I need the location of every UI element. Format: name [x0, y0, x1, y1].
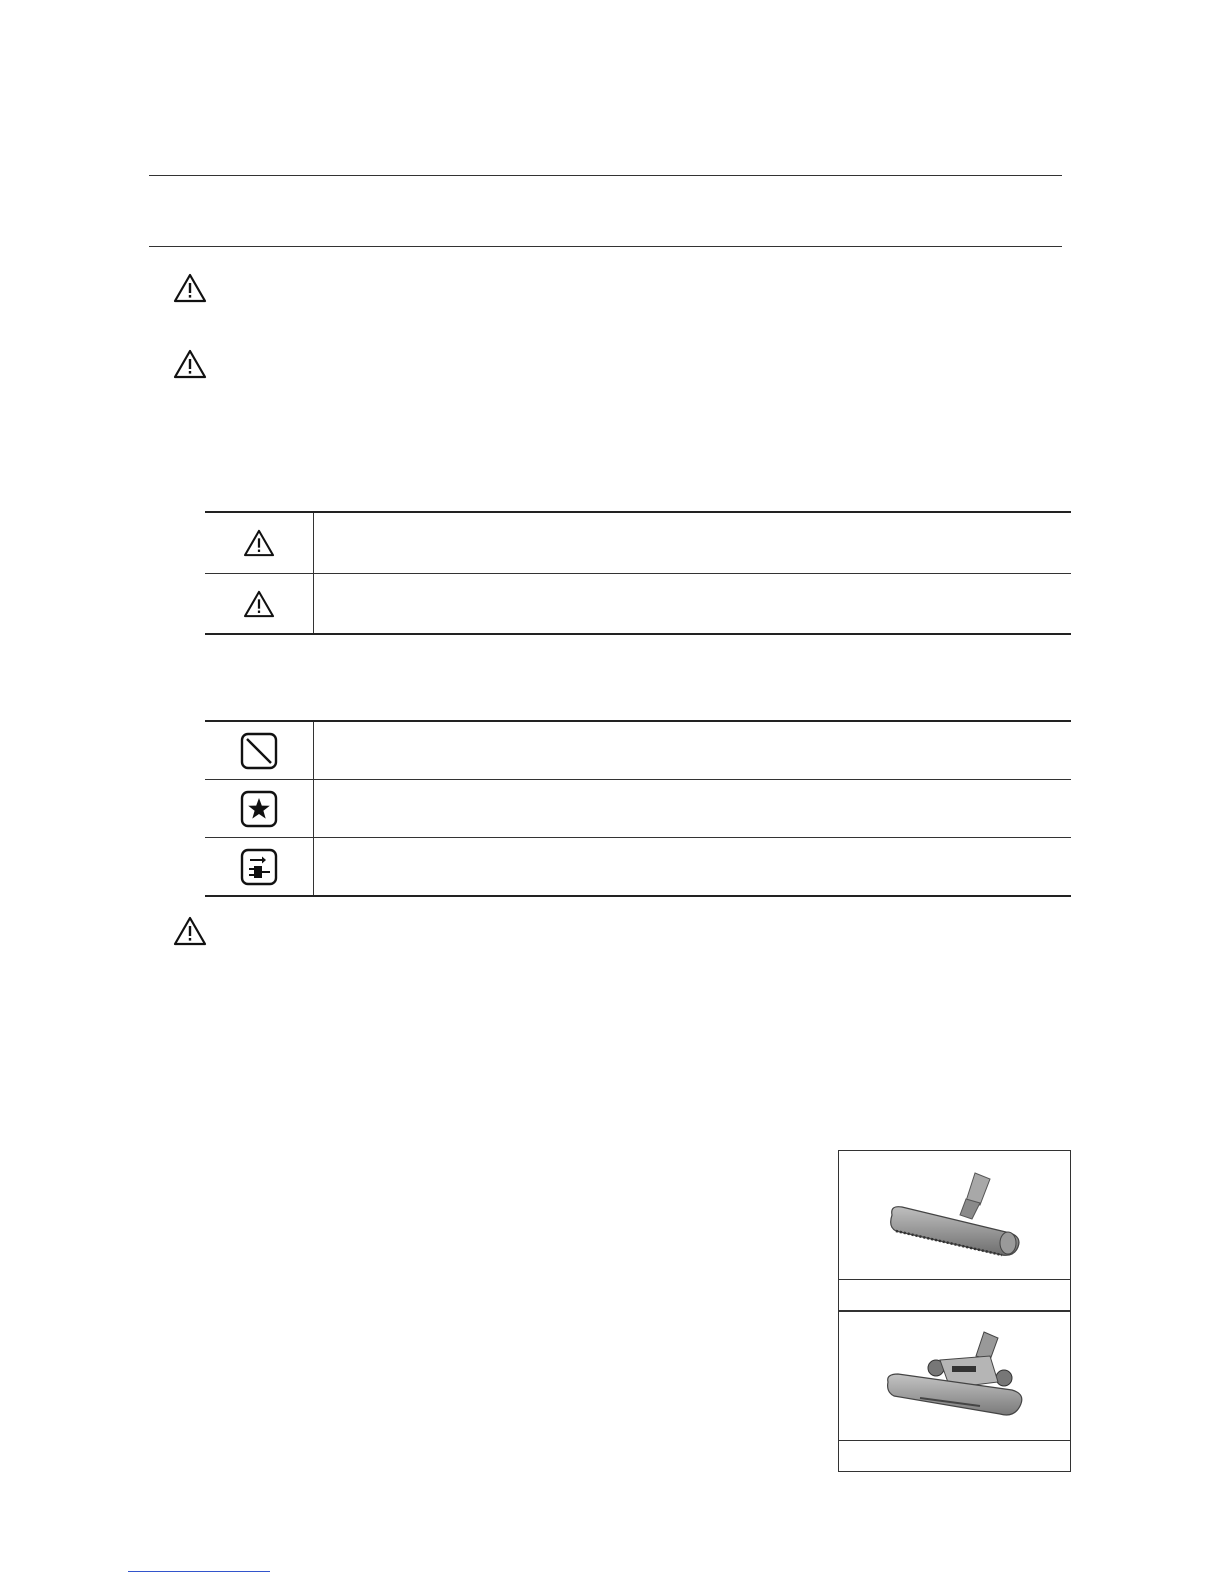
star-icon: [240, 790, 278, 828]
product-caption: [839, 1441, 1070, 1471]
warning-triangle-icon: [173, 349, 207, 379]
table-cell-text: [314, 574, 1071, 633]
table-cell-text: [314, 838, 1071, 895]
table-row: [205, 513, 1071, 574]
table-cell-text: [314, 780, 1071, 837]
symbol-table: [205, 720, 1071, 897]
product-caption: [839, 1280, 1070, 1310]
floor-brush-image: [880, 1165, 1030, 1265]
table-cell-text: [314, 722, 1071, 779]
warning-triangle-icon: [242, 590, 276, 618]
table-row: [205, 722, 1071, 780]
turbo-brush-image: [880, 1326, 1030, 1426]
table-row: [205, 574, 1071, 633]
header-bottom-rule: [149, 246, 1062, 247]
product-turbo-brush: [838, 1312, 1071, 1472]
warning-triangle-icon: [173, 916, 207, 946]
product-floor-brush: [838, 1150, 1071, 1312]
table-cell-text: [314, 513, 1071, 573]
warning-triangle-icon: [242, 529, 276, 557]
header-top-rule: [149, 175, 1062, 176]
table-row: [205, 838, 1071, 895]
footer-link[interactable]: [128, 1571, 270, 1572]
unplug-icon: [240, 848, 278, 886]
prohibited-icon: [240, 732, 278, 770]
warning-triangle-icon: [173, 273, 207, 303]
table-row: [205, 780, 1071, 838]
signal-word-table: [205, 511, 1071, 635]
